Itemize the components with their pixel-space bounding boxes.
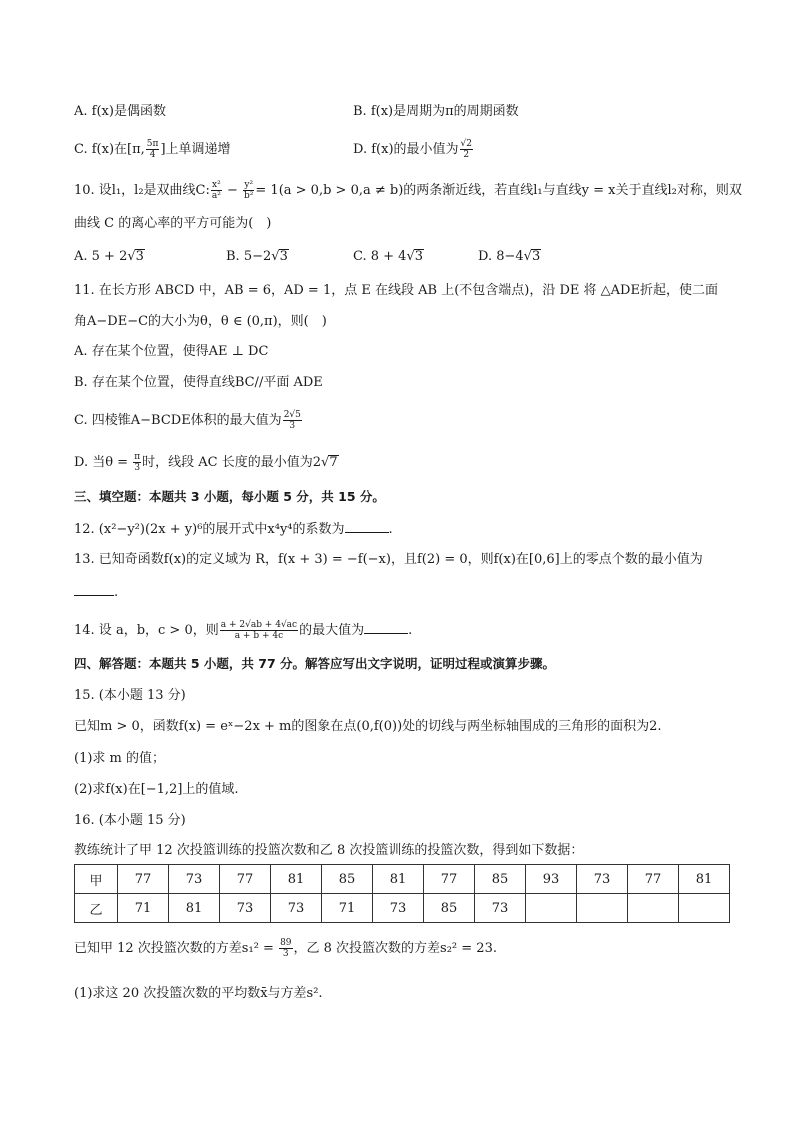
q15-stem: 已知m > 0，函数f(x) = eˣ−2x + m的图象在点(0,f(0))处的切线与两坐标轴围成的三角形的面积为2. (74, 719, 662, 734)
table-cell: 77 (220, 865, 271, 894)
q10-minus: − (222, 183, 243, 198)
q16-part1: (1)求这 20 次投篮次数的平均数x̄与方差s². (74, 986, 323, 1001)
table-cell (526, 894, 577, 923)
q15-part1: (1)求 m 的值； (74, 751, 166, 766)
section-4-title: 四、解答题：本题共 5 小题，共 77 分。解答应写出文字说明，证明过程或演算步骤。 (74, 656, 556, 671)
table-row (75, 865, 730, 894)
q10-option-c: C. 8 + 4√3 (353, 249, 424, 264)
q16-var-frac: $\frac{89}{3}$ (280, 938, 292, 959)
table-cell: 77 (118, 865, 169, 894)
table-cell: 85 (424, 894, 475, 923)
q11-d-frac: $\frac{\pi}{3}$ (134, 452, 141, 473)
q12-answer-blank[interactable] (345, 520, 389, 533)
table-cell: 81 (679, 865, 730, 894)
table-cell: 77 (628, 865, 679, 894)
q9-option-d (353, 139, 474, 160)
q16-variance-line: 已知甲 12 次投篮次数的方差s₁² = $\frac{89}{3}$ ，乙 8 次投篮次数的方差s₂² = 23. (74, 938, 497, 959)
q11-option-c: C. 四棱锥A−BCDE体积的最大值为 $\frac{2√5}{3}$ (74, 410, 301, 431)
q13-answer-line: . (74, 583, 118, 602)
table-row-label: 甲 (75, 865, 118, 894)
table-cell (679, 894, 730, 923)
q16-data-table (74, 864, 730, 923)
table-cell (628, 894, 679, 923)
q11-option-b: B. 存在某个位置，使得直线BC//平面 ADE (74, 375, 323, 390)
q11-stem-line1: 11. 在长方形 ABCD 中，AB = 6，AD = 1，点 E 在线段 AB 上(不包含端点)，沿 DE 将 △ADE折起，使二面 (74, 283, 718, 298)
q10-option-a: A. 5 + 2√3 (74, 249, 144, 264)
q10-stem-line2: 曲线 C 的离心率的平方可能为( ) (74, 216, 272, 231)
q13-answer-blank[interactable] (74, 583, 114, 596)
table-cell: 93 (526, 865, 577, 894)
table-cell: 73 (220, 894, 271, 923)
section-3-title: 三、填空题：本题共 3 小题，每小题 5 分，共 15 分。 (74, 489, 385, 504)
q10-option-d: D. 8−4√3 (478, 249, 541, 264)
q9-option-c (74, 139, 231, 160)
table-cell: 73 (169, 865, 220, 894)
q14-frac: $\frac{a + 2√ab + 4√ac}{a + b + 4c}$ (220, 620, 298, 641)
q9-d-pre: D. f(x)的最小值为 (353, 142, 459, 157)
q12-stem: 12. (x²−y²)(2x + y)⁶的展开式中x⁴y⁴的系数为 . (74, 522, 393, 537)
table-cell: 77 (424, 865, 475, 894)
q13-stem: 13. 已知奇函数f(x)的定义域为 R，f(x + 3) = −f(−x)，且f(2) = 0，则f(x)在[0,6]上的零点个数的最小值为 (74, 552, 703, 567)
q9-option-b: B. f(x)是周期为π的周期函数 (353, 104, 519, 119)
q10-pre: 10. 设l₁，l₂是双曲线C: (74, 183, 210, 198)
table-cell (577, 894, 628, 923)
q16-head: 16. (本小题 15 分) (74, 813, 186, 828)
q11-c-frac: $\frac{2√5}{3}$ (283, 410, 301, 431)
q10-option-b: B. 5−2√3 (226, 249, 288, 264)
q10-frac-x: $\frac{\text{x²}}{\text{a²}}$ (211, 180, 221, 201)
q11-option-a: A. 存在某个位置，使得AE ⊥ DC (74, 344, 269, 359)
q16-stem: 教练统计了甲 12 次投篮训练的投篮次数和乙 8 次投篮训练的投篮次数，得到如下数据： (74, 843, 584, 858)
table-cell: 81 (373, 865, 424, 894)
q9-c-post: ]上单调递增 (160, 142, 231, 157)
q10-frac-y: $\frac{\text{y²}}{\text{b²}}$ (244, 180, 254, 201)
table-cell: 73 (271, 894, 322, 923)
table-cell: 81 (271, 865, 322, 894)
table-row-label: 乙 (75, 894, 118, 923)
table-cell: 71 (118, 894, 169, 923)
q14-stem: 14. 设 a，b，c > 0，则 $\frac{a + 2√ab + 4√ac}{a + b + 4c}$ 的最大值为 . (74, 620, 413, 641)
q15-head: 15. (本小题 13 分) (74, 688, 186, 703)
q11-option-d: D. 当θ = $\frac{\pi}{3}$ 时，线段 AC 长度的最小值为2√7 (74, 452, 338, 473)
q15-part2: (2)求f(x)在[−1,2]上的值域. (74, 782, 239, 797)
table-cell: 85 (475, 865, 526, 894)
table-row (75, 894, 730, 923)
q10-post: = 1(a > 0,b > 0,a ≠ b)的两条渐近线，若直线l₁与直线y = x关于直线l₂对称，则双 (255, 183, 742, 198)
table-cell: 73 (475, 894, 526, 923)
table-cell: 73 (373, 894, 424, 923)
table-cell: 81 (169, 894, 220, 923)
q9-option-a: A. f(x)是偶函数 (74, 104, 166, 119)
q14-answer-blank[interactable] (364, 621, 408, 634)
q10-stem-line1 (74, 180, 742, 201)
q11-stem-line2: 角A−DE−C的大小为θ，θ ∈ (0,π)，则( ) (74, 314, 327, 329)
q9-c-pre: C. f(x)在[π, (74, 142, 145, 157)
q9-c-frac: $\frac{5\pi}{4}$ (146, 139, 159, 160)
table-cell: 71 (322, 894, 373, 923)
table-cell: 73 (577, 865, 628, 894)
table-cell: 85 (322, 865, 373, 894)
q9-d-frac: $\frac{√2}{2}$ (460, 139, 472, 160)
